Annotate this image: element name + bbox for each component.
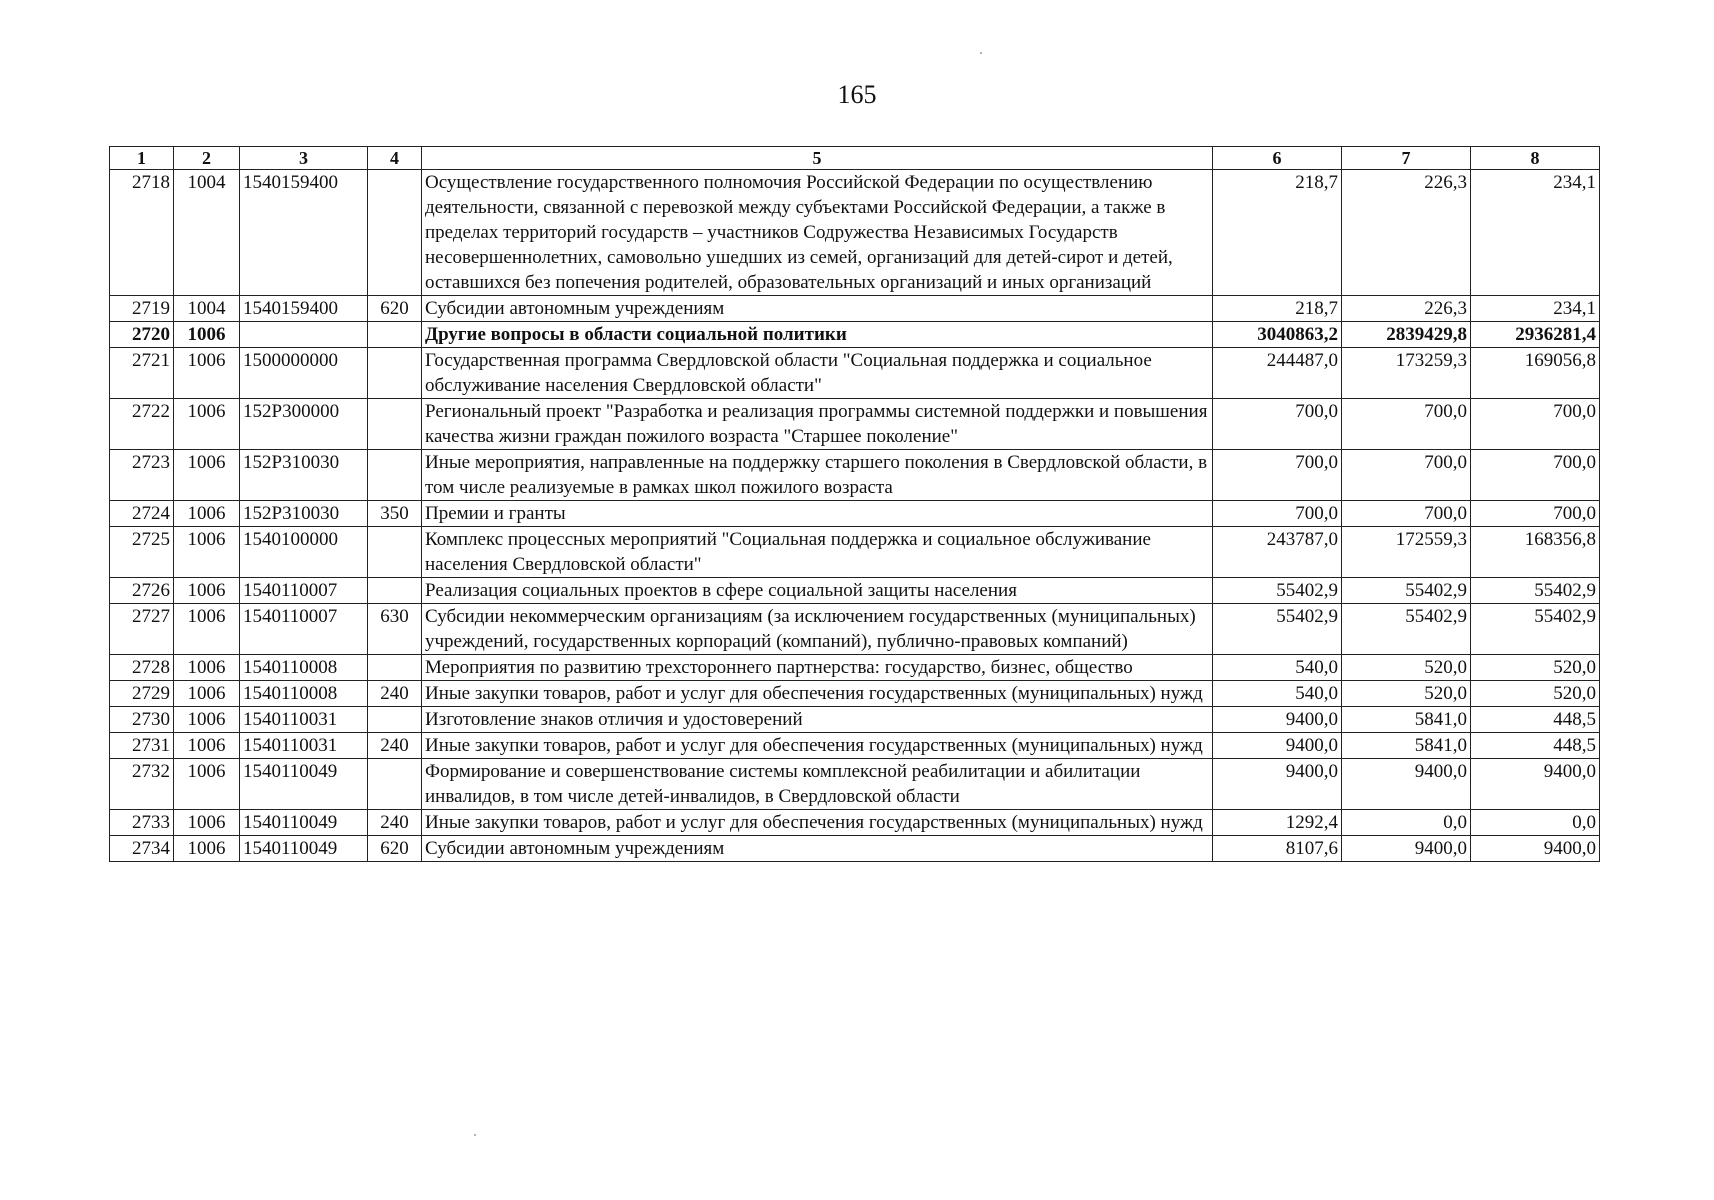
row-number: 2730 [110,707,174,733]
row-number: 2718 [110,170,174,296]
table-row [110,655,1600,681]
expense-kind-code [368,707,422,733]
row-number: 2724 [110,501,174,527]
amount-col-8: 520,0 [1471,655,1600,681]
amount-col-8: 2936281,4 [1471,322,1600,348]
row-number: 2722 [110,399,174,450]
target-item-code: 1540110049 [240,810,368,836]
section-code: 1006 [174,681,240,707]
amount-col-7: 2839429,8 [1342,322,1471,348]
scan-speck [980,52,982,54]
table-header-row [110,147,1600,170]
table-body [110,170,1600,862]
item-name: Другие вопросы в области социальной политики [422,322,1213,348]
amount-col-7: 0,0 [1342,810,1471,836]
expense-kind-code [368,322,422,348]
target-item-code: 152Р300000 [240,399,368,450]
amount-col-7: 520,0 [1342,681,1471,707]
target-item-code: 1540159400 [240,296,368,322]
amount-col-7: 172559,3 [1342,527,1471,578]
amount-col-8: 0,0 [1471,810,1600,836]
section-code: 1006 [174,733,240,759]
expense-kind-code [368,759,422,810]
amount-col-7: 5841,0 [1342,733,1471,759]
page-number: 165 [837,80,877,109]
amount-col-7: 55402,9 [1342,604,1471,655]
row-number: 2726 [110,578,174,604]
amount-col-7: 9400,0 [1342,836,1471,862]
expense-kind-code [368,450,422,501]
expense-kind-code: 620 [368,836,422,862]
section-code: 1004 [174,170,240,296]
item-name: Субсидии некоммерческим организациям (за исключением государственных (муниципальных) учреждений, государственных корпораций (компаний), публично-правовых компаний) [422,604,1213,655]
amount-col-6: 8107,6 [1213,836,1342,862]
section-code: 1006 [174,348,240,399]
amount-col-7: 226,3 [1342,296,1471,322]
amount-col-6: 55402,9 [1213,604,1342,655]
target-item-code [240,322,368,348]
column-header: 6 [1213,147,1342,170]
section-code: 1006 [174,527,240,578]
row-number: 2732 [110,759,174,810]
section-code: 1004 [174,296,240,322]
target-item-code: 1540100000 [240,527,368,578]
amount-col-7: 5841,0 [1342,707,1471,733]
budget-table [109,146,1600,862]
table-row [110,759,1600,810]
amount-col-6: 9400,0 [1213,759,1342,810]
expense-kind-code: 240 [368,733,422,759]
row-number: 2720 [110,322,174,348]
table-row [110,527,1600,578]
section-code: 1006 [174,836,240,862]
amount-col-6: 540,0 [1213,681,1342,707]
amount-col-7: 9400,0 [1342,759,1471,810]
expense-kind-code [368,578,422,604]
section-code: 1006 [174,399,240,450]
item-name: Региональный проект "Разработка и реализация программы системной поддержки и повышения качества жизни граждан пожилого возраста "Старшее поколение" [422,399,1213,450]
expense-kind-code: 240 [368,681,422,707]
target-item-code: 1540110049 [240,759,368,810]
row-number: 2719 [110,296,174,322]
amount-col-7: 520,0 [1342,655,1471,681]
section-code: 1006 [174,655,240,681]
amount-col-7: 700,0 [1342,399,1471,450]
table-row [110,170,1600,296]
amount-col-6: 700,0 [1213,501,1342,527]
amount-col-8: 55402,9 [1471,578,1600,604]
amount-col-6: 540,0 [1213,655,1342,681]
item-name: Субсидии автономным учреждениям [422,836,1213,862]
target-item-code: 152Р310030 [240,450,368,501]
amount-col-6: 55402,9 [1213,578,1342,604]
target-item-code: 1540110007 [240,578,368,604]
item-name: Комплекс процессных мероприятий "Социальная поддержка и социальное обслуживание населения Свердловской области" [422,527,1213,578]
target-item-code: 1540110031 [240,707,368,733]
amount-col-6: 244487,0 [1213,348,1342,399]
amount-col-8: 234,1 [1471,170,1600,296]
amount-col-6: 218,7 [1213,170,1342,296]
column-header: 4 [368,147,422,170]
row-number: 2734 [110,836,174,862]
amount-col-6: 700,0 [1213,399,1342,450]
column-header: 2 [174,147,240,170]
amount-col-8: 234,1 [1471,296,1600,322]
amount-col-6: 9400,0 [1213,733,1342,759]
table-row [110,578,1600,604]
amount-col-8: 9400,0 [1471,759,1600,810]
column-header: 7 [1342,147,1471,170]
expense-kind-code [368,399,422,450]
item-name: Мероприятия по развитию трехстороннего партнерства: государство, бизнес, общество [422,655,1213,681]
expense-kind-code [368,655,422,681]
expense-kind-code: 630 [368,604,422,655]
row-number: 2729 [110,681,174,707]
row-number: 2725 [110,527,174,578]
amount-col-6: 1292,4 [1213,810,1342,836]
row-number: 2727 [110,604,174,655]
row-number: 2723 [110,450,174,501]
table-row [110,810,1600,836]
item-name: Иные закупки товаров, работ и услуг для обеспечения государственных (муниципальных) нужд [422,733,1213,759]
amount-col-6: 3040863,2 [1213,322,1342,348]
expense-kind-code: 240 [368,810,422,836]
target-item-code: 1540110007 [240,604,368,655]
target-item-code: 1540110008 [240,655,368,681]
item-name: Государственная программа Свердловской области "Социальная поддержка и социальное обслуживание населения Свердловской области" [422,348,1213,399]
item-name: Иные закупки товаров, работ и услуг для обеспечения государственных (муниципальных) нужд [422,681,1213,707]
target-item-code: 1500000000 [240,348,368,399]
expense-kind-code [368,527,422,578]
item-name: Иные закупки товаров, работ и услуг для обеспечения государственных (муниципальных) нужд [422,810,1213,836]
table-row [110,296,1600,322]
row-number: 2728 [110,655,174,681]
amount-col-6: 218,7 [1213,296,1342,322]
item-name: Иные мероприятия, направленные на поддержку старшего поколения в Свердловской области, в том числе реализуемые в рамках школ пожилого возраста [422,450,1213,501]
amount-col-8: 9400,0 [1471,836,1600,862]
expense-kind-code: 620 [368,296,422,322]
table-row [110,450,1600,501]
amount-col-8: 700,0 [1471,450,1600,501]
amount-col-8: 55402,9 [1471,604,1600,655]
amount-col-6: 243787,0 [1213,527,1342,578]
table-row [110,604,1600,655]
target-item-code: 1540110031 [240,733,368,759]
section-code: 1006 [174,450,240,501]
table-row [110,733,1600,759]
target-item-code: 152Р310030 [240,501,368,527]
table-row [110,322,1600,348]
section-code: 1006 [174,604,240,655]
column-header: 5 [422,147,1213,170]
table-row [110,348,1600,399]
target-item-code: 1540110008 [240,681,368,707]
section-code: 1006 [174,707,240,733]
amount-col-7: 173259,3 [1342,348,1471,399]
column-header: 1 [110,147,174,170]
item-name: Осуществление государственного полномочия Российской Федерации по осуществлению деятельности, связанной с перевозкой между субъектами Российской Федерации, а также в пределах территорий государств – участников Содружества Независимых Государств несовершеннолетних, самовольно ушедших из семей, организаций для детей-сирот и детей, оставшихся без попечения родителей, образовательных организаций и иных организаций [422,170,1213,296]
row-number: 2731 [110,733,174,759]
item-name: Изготовление знаков отличия и удостоверений [422,707,1213,733]
section-code: 1006 [174,322,240,348]
table-row [110,681,1600,707]
amount-col-8: 169056,8 [1471,348,1600,399]
target-item-code: 1540110049 [240,836,368,862]
column-header: 3 [240,147,368,170]
expense-kind-code: 350 [368,501,422,527]
amount-col-8: 448,5 [1471,733,1600,759]
section-code: 1006 [174,501,240,527]
table-row [110,501,1600,527]
expense-kind-code [368,170,422,296]
amount-col-7: 226,3 [1342,170,1471,296]
amount-col-8: 700,0 [1471,501,1600,527]
section-code: 1006 [174,759,240,810]
amount-col-6: 700,0 [1213,450,1342,501]
row-number: 2721 [110,348,174,399]
amount-col-7: 700,0 [1342,450,1471,501]
item-name: Реализация социальных проектов в сфере социальной защиты населения [422,578,1213,604]
amount-col-8: 520,0 [1471,681,1600,707]
table-row [110,707,1600,733]
amount-col-8: 448,5 [1471,707,1600,733]
item-name: Субсидии автономным учреждениям [422,296,1213,322]
amount-col-6: 9400,0 [1213,707,1342,733]
row-number: 2733 [110,810,174,836]
section-code: 1006 [174,578,240,604]
item-name: Формирование и совершенствование системы комплексной реабилитации и абилитации инвалидов, в том числе детей-инвалидов, в Свердловской области [422,759,1213,810]
scan-speck [474,1134,476,1136]
item-name: Премии и гранты [422,501,1213,527]
amount-col-7: 55402,9 [1342,578,1471,604]
expense-kind-code [368,348,422,399]
amount-col-8: 168356,8 [1471,527,1600,578]
amount-col-8: 700,0 [1471,399,1600,450]
table-row [110,836,1600,862]
amount-col-7: 700,0 [1342,501,1471,527]
target-item-code: 1540159400 [240,170,368,296]
section-code: 1006 [174,810,240,836]
column-header: 8 [1471,147,1600,170]
table-row [110,399,1600,450]
